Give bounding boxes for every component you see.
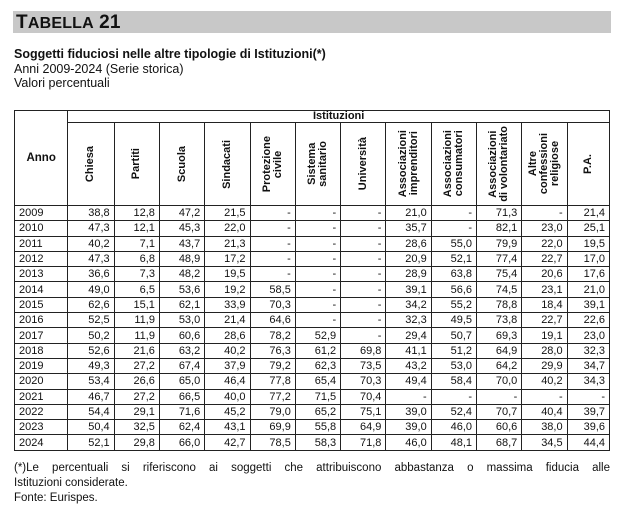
table-row <box>15 420 610 435</box>
value-cell: 52,5 <box>68 313 114 328</box>
value-cell: - <box>522 389 567 404</box>
value-cell: - <box>431 389 476 404</box>
value-cell: 21,0 <box>567 282 609 297</box>
value-cell: 39,7 <box>567 404 609 419</box>
value-cell: 64,9 <box>341 420 386 435</box>
table-row <box>15 374 610 389</box>
column-header <box>250 123 295 206</box>
column-header <box>295 123 340 206</box>
value-cell: 34,3 <box>567 374 609 389</box>
value-cell: 43,1 <box>205 420 250 435</box>
value-cell: 69,3 <box>477 328 522 343</box>
table-row <box>15 221 610 236</box>
table-row <box>15 343 610 358</box>
value-cell: 60,6 <box>477 420 522 435</box>
value-cell: 43,7 <box>159 236 204 251</box>
year-cell: 2010 <box>15 221 68 236</box>
value-cell: 34,7 <box>567 358 609 373</box>
value-cell: 78,8 <box>477 297 522 312</box>
value-cell: 70,0 <box>477 374 522 389</box>
value-cell: - <box>341 282 386 297</box>
table-title: Soggetti fiduciosi nelle altre tipologie di Istituzioni(*) <box>14 47 326 61</box>
value-cell: 48,2 <box>159 267 204 282</box>
value-cell: 49,5 <box>431 313 476 328</box>
year-cell: 2019 <box>15 358 68 373</box>
value-cell: - <box>250 236 295 251</box>
value-cell: 25,1 <box>567 221 609 236</box>
value-cell: 68,7 <box>477 435 522 450</box>
value-cell: 46,7 <box>68 389 114 404</box>
value-cell: 20,6 <box>522 267 567 282</box>
value-cell: 22,0 <box>205 221 250 236</box>
value-cell: 39,6 <box>567 420 609 435</box>
value-cell: 26,6 <box>114 374 159 389</box>
value-cell: 52,9 <box>295 328 340 343</box>
value-cell: 64,2 <box>477 358 522 373</box>
value-cell: 40,4 <box>522 404 567 419</box>
value-cell: 52,1 <box>431 251 476 266</box>
value-cell: 74,5 <box>477 282 522 297</box>
column-header-label: Altre confessioni religiose <box>526 133 561 195</box>
value-cell: 65,2 <box>295 404 340 419</box>
year-cell: 2018 <box>15 343 68 358</box>
value-cell: 58,3 <box>295 435 340 450</box>
value-cell: 54,4 <box>68 404 114 419</box>
value-cell: 23,0 <box>567 328 609 343</box>
value-cell: 51,2 <box>431 343 476 358</box>
column-header <box>477 123 522 206</box>
value-cell: 64,6 <box>250 313 295 328</box>
value-cell: 75,1 <box>341 404 386 419</box>
value-cell: - <box>295 267 340 282</box>
value-cell: 79,9 <box>477 236 522 251</box>
value-cell: 60,6 <box>159 328 204 343</box>
value-cell: - <box>341 328 386 343</box>
value-cell: 50,4 <box>68 420 114 435</box>
value-cell: 21,3 <box>205 236 250 251</box>
table-row <box>15 389 610 404</box>
value-cell: 6,5 <box>114 282 159 297</box>
value-cell: 17,2 <box>205 251 250 266</box>
table-subtitle-years: Anni 2009-2024 (Serie storica) <box>14 62 184 76</box>
value-cell: 73,8 <box>477 313 522 328</box>
value-cell: 12,1 <box>114 221 159 236</box>
table-row <box>15 267 610 282</box>
value-cell: 70,7 <box>477 404 522 419</box>
value-cell: 22,6 <box>567 313 609 328</box>
value-cell: - <box>295 282 340 297</box>
value-cell: 7,1 <box>114 236 159 251</box>
year-cell: 2013 <box>15 267 68 282</box>
value-cell: 38,8 <box>68 206 114 221</box>
value-cell: 55,8 <box>295 420 340 435</box>
year-cell: 2022 <box>15 404 68 419</box>
table-row <box>15 251 610 266</box>
year-cell: 2009 <box>15 206 68 221</box>
value-cell: 77,8 <box>250 374 295 389</box>
value-cell: 20,9 <box>386 251 431 266</box>
column-header <box>386 123 431 206</box>
value-cell: 6,8 <box>114 251 159 266</box>
value-cell: 32,5 <box>114 420 159 435</box>
column-header-label: Università <box>356 137 369 191</box>
column-header <box>522 123 567 206</box>
value-cell: 21,0 <box>386 206 431 221</box>
value-cell: 39,0 <box>386 404 431 419</box>
value-cell: 53,6 <box>159 282 204 297</box>
column-header-label: P.A. <box>581 154 594 174</box>
value-cell: 71,3 <box>477 206 522 221</box>
value-cell: 46,0 <box>431 420 476 435</box>
value-cell: 21,4 <box>205 313 250 328</box>
year-cell: 2020 <box>15 374 68 389</box>
value-cell: 32,3 <box>567 343 609 358</box>
value-cell: - <box>341 313 386 328</box>
value-cell: 29,1 <box>114 404 159 419</box>
table-row <box>15 404 610 419</box>
value-cell: 78,2 <box>250 328 295 343</box>
value-cell: 77,2 <box>250 389 295 404</box>
table-subtitle-units: Valori percentuali <box>14 76 110 90</box>
value-cell: 7,3 <box>114 267 159 282</box>
value-cell: 19,1 <box>522 328 567 343</box>
value-cell: - <box>250 221 295 236</box>
value-cell: 44,4 <box>567 435 609 450</box>
value-cell: 21,6 <box>114 343 159 358</box>
column-header <box>114 123 159 206</box>
value-cell: 52,4 <box>431 404 476 419</box>
year-cell: 2014 <box>15 282 68 297</box>
value-cell: 46,4 <box>205 374 250 389</box>
value-cell: 77,4 <box>477 251 522 266</box>
value-cell: 17,0 <box>567 251 609 266</box>
column-header-label: Sistema sanitario <box>305 141 329 187</box>
value-cell: - <box>341 221 386 236</box>
source-note: Fonte: Eurispes. <box>14 492 98 504</box>
value-cell: 75,4 <box>477 267 522 282</box>
value-cell: - <box>341 206 386 221</box>
value-cell: 36,6 <box>68 267 114 282</box>
value-cell: 35,7 <box>386 221 431 236</box>
value-cell: 41,1 <box>386 343 431 358</box>
value-cell: - <box>341 267 386 282</box>
value-cell: 48,9 <box>159 251 204 266</box>
column-header-label: Associazioni imprenditori <box>396 130 420 198</box>
value-cell: 28,6 <box>386 236 431 251</box>
value-cell: 73,5 <box>341 358 386 373</box>
table-row <box>15 206 610 221</box>
value-cell: 43,2 <box>386 358 431 373</box>
value-cell: 70,4 <box>341 389 386 404</box>
value-cell: - <box>250 267 295 282</box>
column-header <box>159 123 204 206</box>
value-cell: 65,4 <box>295 374 340 389</box>
column-header <box>205 123 250 206</box>
year-cell: 2017 <box>15 328 68 343</box>
header-row-columns <box>15 123 610 206</box>
table-label-band <box>13 11 611 33</box>
table-row <box>15 236 610 251</box>
value-cell: 45,2 <box>205 404 250 419</box>
value-cell: 47,3 <box>68 221 114 236</box>
value-cell: 11,9 <box>114 313 159 328</box>
data-table <box>14 110 610 451</box>
year-header: Anno <box>15 111 68 206</box>
value-cell: 49,3 <box>68 358 114 373</box>
value-cell: 19,5 <box>567 236 609 251</box>
value-cell: 71,5 <box>295 389 340 404</box>
value-cell: 33,9 <box>205 297 250 312</box>
value-cell: 52,1 <box>68 435 114 450</box>
value-cell: 63,8 <box>431 267 476 282</box>
value-cell: 50,7 <box>431 328 476 343</box>
value-cell: - <box>431 206 476 221</box>
year-cell: 2024 <box>15 435 68 450</box>
year-cell: 2023 <box>15 420 68 435</box>
footnote-line-1: (*)Le percentuali si riferiscono ai soggetti che attribuiscono abbastanza o massima fiducia alle <box>14 462 610 474</box>
value-cell: 49,0 <box>68 282 114 297</box>
column-header-label: Partiti <box>130 148 143 180</box>
group-header: Istituzioni <box>68 111 610 123</box>
year-cell: 2016 <box>15 313 68 328</box>
table-label-word: ABELLA <box>27 15 94 32</box>
value-cell: 42,7 <box>205 435 250 450</box>
value-cell: - <box>295 236 340 251</box>
value-cell: 47,2 <box>159 206 204 221</box>
year-cell: 2011 <box>15 236 68 251</box>
value-cell: - <box>250 206 295 221</box>
value-cell: 40,2 <box>522 374 567 389</box>
value-cell: 21,5 <box>205 206 250 221</box>
value-cell: - <box>341 297 386 312</box>
column-header-label: Sindacati <box>220 139 233 189</box>
value-cell: - <box>295 206 340 221</box>
value-cell: - <box>295 313 340 328</box>
value-cell: 50,2 <box>68 328 114 343</box>
value-cell: 76,3 <box>250 343 295 358</box>
value-cell: 22,0 <box>522 236 567 251</box>
value-cell: 29,9 <box>522 358 567 373</box>
value-cell: 71,6 <box>159 404 204 419</box>
column-header-label: Scuola <box>175 145 188 183</box>
year-cell: 2012 <box>15 251 68 266</box>
value-cell: 27,2 <box>114 358 159 373</box>
value-cell: - <box>295 221 340 236</box>
value-cell: 28,9 <box>386 267 431 282</box>
value-cell: 53,0 <box>159 313 204 328</box>
value-cell: 39,1 <box>386 282 431 297</box>
table-row <box>15 297 610 312</box>
value-cell: 46,0 <box>386 435 431 450</box>
value-cell: 65,0 <box>159 374 204 389</box>
value-cell: 70,3 <box>250 297 295 312</box>
column-header-label: Chiesa <box>84 145 97 183</box>
column-header <box>341 123 386 206</box>
year-cell: 2021 <box>15 389 68 404</box>
value-cell: 23,0 <box>522 221 567 236</box>
value-cell: 55,0 <box>431 236 476 251</box>
value-cell: 61,2 <box>295 343 340 358</box>
value-cell: 19,2 <box>205 282 250 297</box>
value-cell: 15,1 <box>114 297 159 312</box>
value-cell: - <box>250 251 295 266</box>
value-cell: 34,2 <box>386 297 431 312</box>
value-cell: 79,0 <box>250 404 295 419</box>
table-row <box>15 358 610 373</box>
value-cell: 17,6 <box>567 267 609 282</box>
column-header <box>68 123 114 206</box>
value-cell: 22,7 <box>522 313 567 328</box>
value-cell: - <box>522 206 567 221</box>
value-cell: 40,0 <box>205 389 250 404</box>
value-cell: 32,3 <box>386 313 431 328</box>
value-cell: 53,4 <box>68 374 114 389</box>
value-cell: 45,3 <box>159 221 204 236</box>
value-cell: - <box>477 389 522 404</box>
table-row <box>15 313 610 328</box>
value-cell: 62,6 <box>68 297 114 312</box>
value-cell: 47,3 <box>68 251 114 266</box>
value-cell: 40,2 <box>205 343 250 358</box>
value-cell: 22,7 <box>522 251 567 266</box>
value-cell: 62,4 <box>159 420 204 435</box>
value-cell: 66,5 <box>159 389 204 404</box>
value-cell: 62,1 <box>159 297 204 312</box>
value-cell: - <box>567 389 609 404</box>
value-cell: 27,2 <box>114 389 159 404</box>
value-cell: 23,1 <box>522 282 567 297</box>
value-cell: - <box>295 297 340 312</box>
value-cell: 21,4 <box>567 206 609 221</box>
value-cell: 55,2 <box>431 297 476 312</box>
table-row <box>15 328 610 343</box>
value-cell: 38,0 <box>522 420 567 435</box>
value-cell: 67,4 <box>159 358 204 373</box>
value-cell: - <box>295 251 340 266</box>
table-body <box>15 206 610 451</box>
value-cell: 69,8 <box>341 343 386 358</box>
value-cell: 63,2 <box>159 343 204 358</box>
value-cell: 56,6 <box>431 282 476 297</box>
value-cell: 71,8 <box>341 435 386 450</box>
value-cell: - <box>341 251 386 266</box>
value-cell: 82,1 <box>477 221 522 236</box>
value-cell: 69,9 <box>250 420 295 435</box>
value-cell: 48,1 <box>431 435 476 450</box>
value-cell: 66,0 <box>159 435 204 450</box>
table-row <box>15 282 610 297</box>
column-header <box>431 123 476 206</box>
column-header-label: Protezione civile <box>260 135 284 193</box>
value-cell: 37,9 <box>205 358 250 373</box>
value-cell: 39,1 <box>567 297 609 312</box>
value-cell: 58,5 <box>250 282 295 297</box>
table-row <box>15 435 610 450</box>
value-cell: 18,4 <box>522 297 567 312</box>
value-cell: 40,2 <box>68 236 114 251</box>
footnote-line-2: Istituzioni considerate. <box>14 477 128 489</box>
value-cell: 53,0 <box>431 358 476 373</box>
value-cell: 12,8 <box>114 206 159 221</box>
value-cell: 29,8 <box>114 435 159 450</box>
value-cell: 58,4 <box>431 374 476 389</box>
header-row-group <box>15 111 610 123</box>
value-cell: 29,4 <box>386 328 431 343</box>
year-cell: 2015 <box>15 297 68 312</box>
value-cell: 28,6 <box>205 328 250 343</box>
value-cell: 79,2 <box>250 358 295 373</box>
value-cell: 52,6 <box>68 343 114 358</box>
value-cell: 62,3 <box>295 358 340 373</box>
value-cell: 49,4 <box>386 374 431 389</box>
table-label-initial: T <box>16 12 28 33</box>
column-header <box>567 123 609 206</box>
value-cell: - <box>341 236 386 251</box>
column-header-label: Associazioni consumatori <box>441 130 465 198</box>
value-cell: 70,3 <box>341 374 386 389</box>
value-cell: 28,0 <box>522 343 567 358</box>
value-cell: 11,9 <box>114 328 159 343</box>
value-cell: - <box>431 221 476 236</box>
value-cell: 39,0 <box>386 420 431 435</box>
value-cell: 19,5 <box>205 267 250 282</box>
value-cell: 34,5 <box>522 435 567 450</box>
column-header-label: Associazioni di volontariato <box>487 126 511 202</box>
table-label-number: 21 <box>99 12 121 33</box>
value-cell: - <box>386 389 431 404</box>
value-cell: 78,5 <box>250 435 295 450</box>
value-cell: 64,9 <box>477 343 522 358</box>
